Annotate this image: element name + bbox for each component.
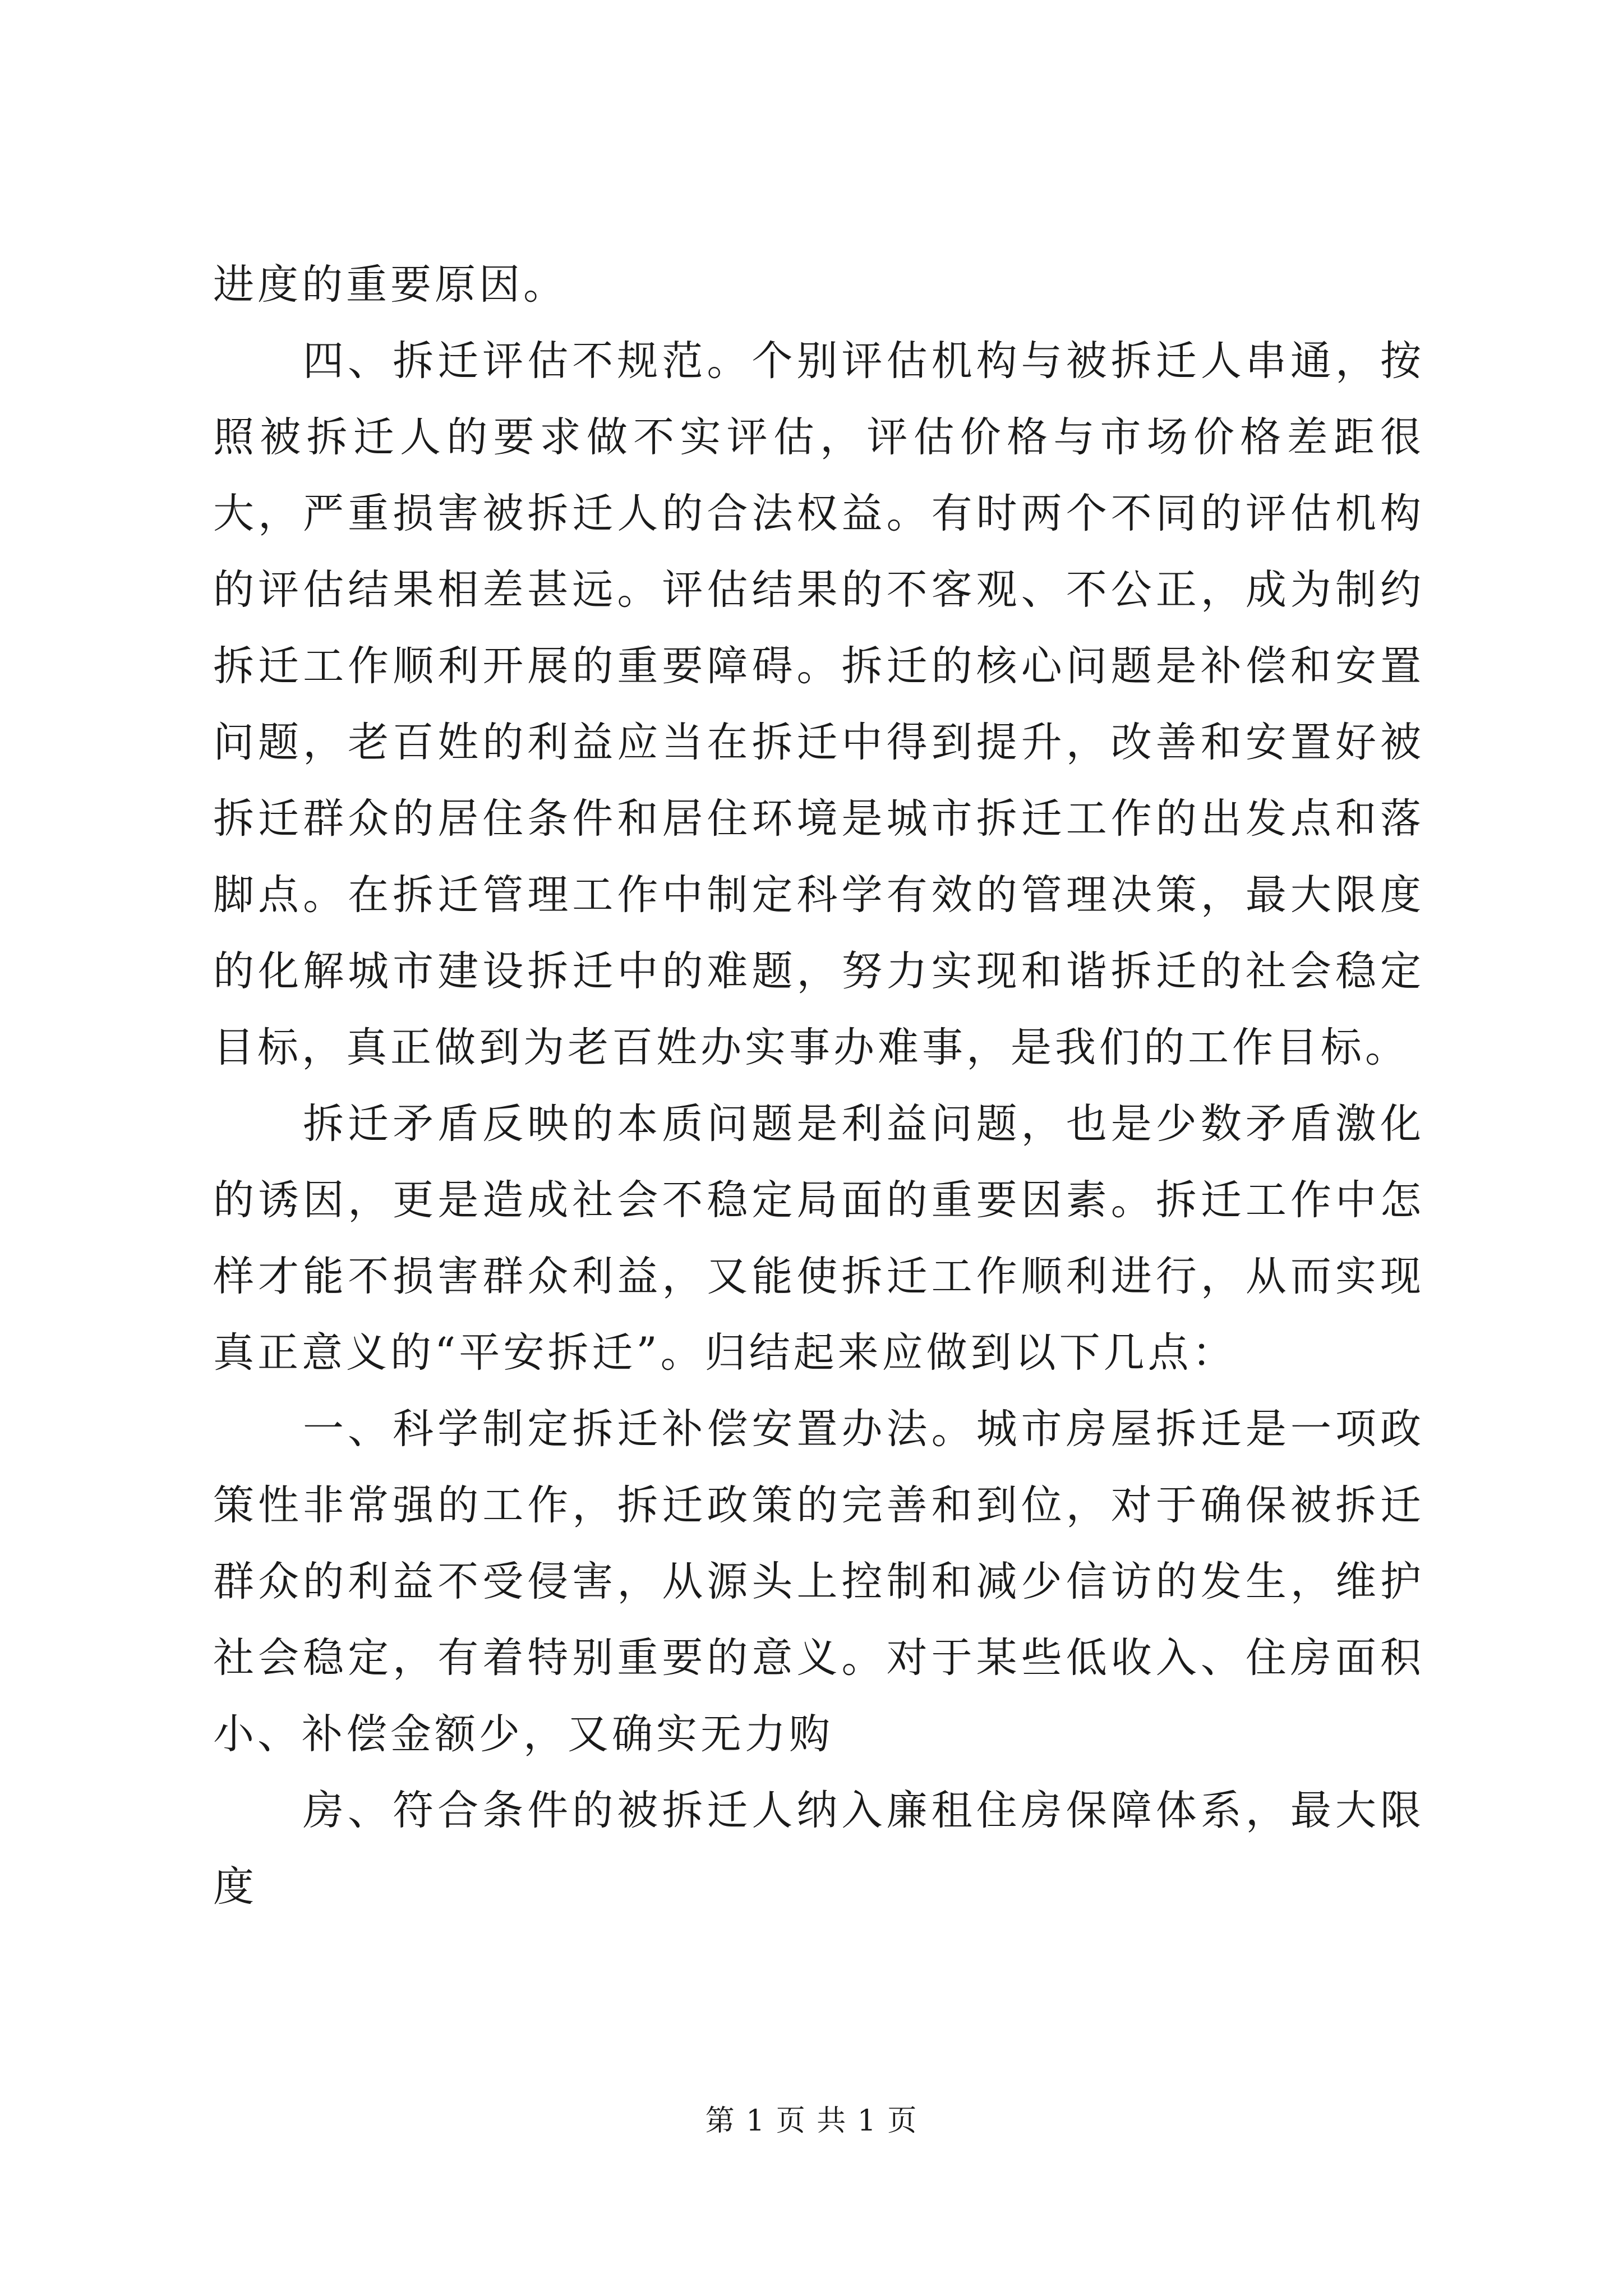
document-body	[213, 247, 1424, 1925]
paragraph-appraisal: 四、拆迁评估不规范。个别评估机构与被拆迁人串通，按照被拆迁人的要求做不实评估，评估价格与市场价格差距很大，严重损害被拆迁人的合法权益。有时两个不同的评估机构的评估结果相差甚远。评估结果的不客观、不公正，成为制约拆迁工作顺利开展的重要障碍。拆迁的核心问题是补偿和安置问题，老百姓的利益应当在拆迁中得到提升，改善和安置好被拆迁群众的居住条件和居住环境是城市拆迁工作的出发点和落脚点。在拆迁管理工作中制定科学有效的管理决策，最大限度的化解城市建设拆迁中的难题，努力实现和谐拆迁的社会稳定目标，真正做到为老百姓办实事办难事，是我们的工作目标。	[213, 337, 1424, 1071]
paragraph-conflict: 拆迁矛盾反映的本质问题是利益问题，也是少数矛盾激化的诱因，更是造成社会不稳定局面的重要因素。拆迁工作中怎样才能不损害群众利益，又能使拆迁工作顺利进行，从而实现真正意义的“平安拆迁”。归结起来应做到以下几点：	[213, 1100, 1424, 1377]
paragraph-compensation: 一、科学制定拆迁补偿安置办法。城市房屋拆迁是一项政策性非常强的工作，拆迁政策的完善和到位，对于确保被拆迁群众的利益不受侵害，从源头上控制和减少信访的发生，维护社会稳定，有着特别重要的意义。对于某些低收入、住房面积小、补偿金额少，又确实无力购	[213, 1405, 1424, 1758]
paragraph-housing: 房、符合条件的被拆迁人纳入廉租住房保障体系，最大限度	[213, 1787, 1424, 1911]
page-footer: 第 1 页 共 1 页	[705, 2104, 918, 2138]
paragraph-continuation: 进度的重要原因。	[213, 261, 568, 309]
